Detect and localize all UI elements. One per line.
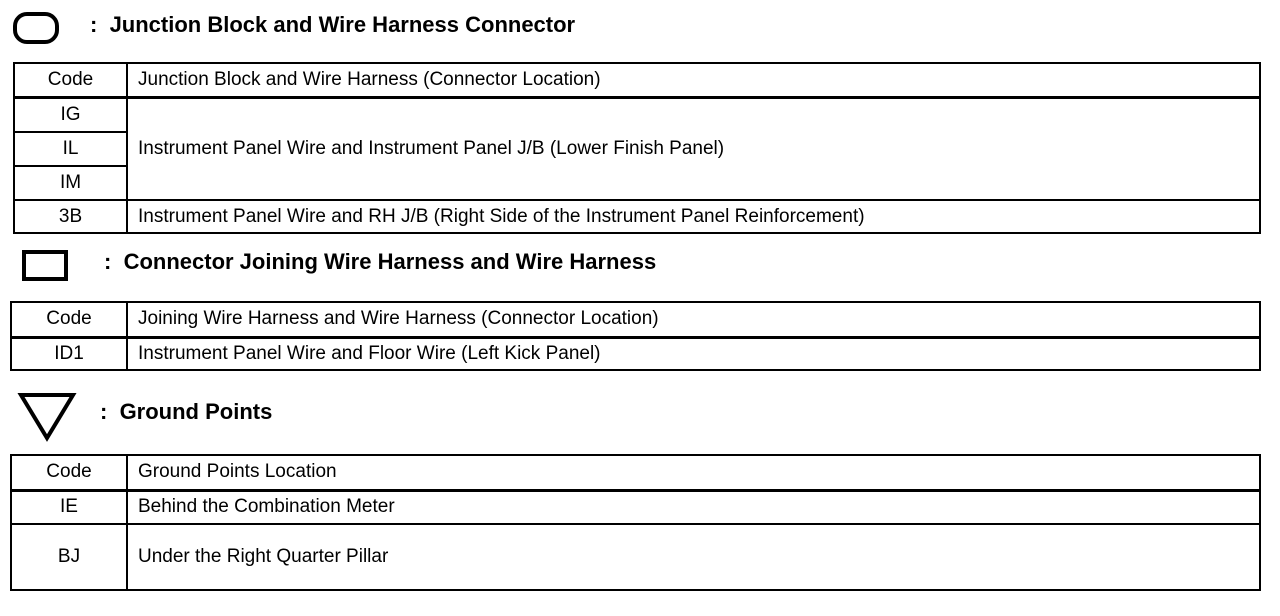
section-heading-ground-points — [100, 399, 272, 425]
location-header: Junction Block and Wire Harness (Connector Location) — [127, 63, 1260, 97]
table-row — [11, 524, 1260, 590]
location-cell: Behind the Combination Meter — [127, 490, 1260, 524]
heading-text: Connector Joining Wire Harness and Wire Harness — [123, 249, 657, 274]
heading-separator: : — [90, 12, 98, 37]
rectangle-icon — [20, 248, 72, 284]
code-cell: ID1 — [11, 337, 127, 370]
joining-connector-table — [10, 301, 1261, 371]
code-cell: BJ — [11, 524, 127, 590]
heading-text: Junction Block and Wire Harness Connector — [109, 12, 576, 37]
ground-points-table — [10, 454, 1261, 591]
table-row — [11, 490, 1260, 524]
table-row — [14, 200, 1260, 233]
table-header-row — [14, 63, 1260, 97]
code-header: Code — [11, 302, 127, 337]
code-header: Code — [11, 455, 127, 490]
code-cell: IG — [14, 97, 127, 132]
table-row — [14, 97, 1260, 132]
code-cell: IL — [14, 132, 127, 166]
table-header-row — [11, 455, 1260, 490]
section-heading-connector-joining — [104, 249, 656, 275]
code-cell: 3B — [14, 200, 127, 233]
code-header: Code — [14, 63, 127, 97]
location-cell: Under the Right Quarter Pillar — [127, 524, 1260, 590]
location-header: Ground Points Location — [127, 455, 1260, 490]
rounded-rectangle-icon — [12, 10, 62, 46]
table-header-row — [11, 302, 1260, 337]
location-cell: Instrument Panel Wire and RH J/B (Right Side of the Instrument Panel Reinforcement) — [127, 200, 1260, 233]
heading-separator: : — [100, 399, 108, 424]
heading-text: Ground Points — [119, 399, 273, 424]
junction-block-table — [13, 62, 1261, 234]
location-header: Joining Wire Harness and Wire Harness (Connector Location) — [127, 302, 1260, 337]
location-cell: Instrument Panel Wire and Instrument Panel J/B (Lower Finish Panel) — [127, 97, 1260, 200]
down-triangle-icon — [16, 390, 80, 444]
location-cell: Instrument Panel Wire and Floor Wire (Left Kick Panel) — [127, 337, 1260, 370]
section-heading-junction-block — [90, 12, 575, 38]
heading-separator: : — [104, 249, 112, 274]
code-cell: IE — [11, 490, 127, 524]
code-cell: IM — [14, 166, 127, 200]
table-row — [11, 337, 1260, 370]
